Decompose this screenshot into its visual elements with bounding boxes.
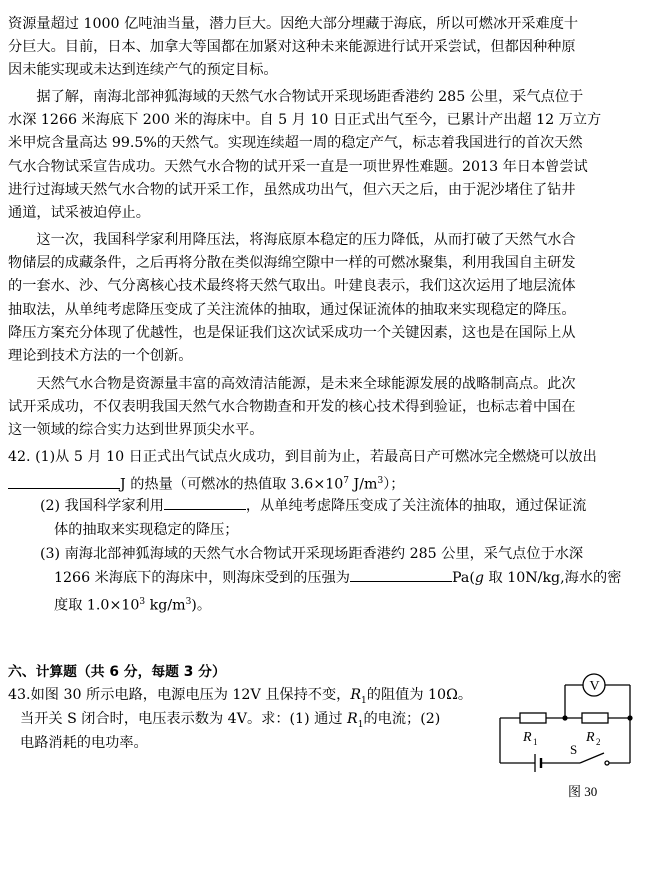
r2-subscript: 2 bbox=[596, 737, 601, 747]
text: ，从单纯考虑降压变成了关注流体的抽取，通过保证流 bbox=[245, 498, 587, 514]
text: )。 bbox=[191, 597, 212, 614]
circuit-diagram bbox=[490, 668, 645, 803]
symbol-g: g bbox=[474, 570, 484, 586]
text-line: 气水合物试采宣告成功。天然气水合物的试开采一直是一项世界性难题。2013 年日本曾尝试 bbox=[8, 158, 588, 175]
subscript: 1 bbox=[357, 719, 364, 730]
text-line: 通道，试采被迫停止。 bbox=[8, 205, 150, 222]
q42-sub3-line1: (3) 南海北部神狐海域的天然气水合物试开采现场距香港约 285 公里，采气点位于水深 bbox=[40, 546, 584, 562]
text-line: 因未能实现或未达到连续产气的预定目标。 bbox=[8, 62, 278, 79]
text: J/m bbox=[349, 476, 378, 493]
text-line: 理论到技术方法的一个创新。 bbox=[8, 348, 193, 365]
text-line: 物储层的成藏条件，之后再将分散在类似海绵空隙中一样的可燃冰聚集，利用我国自主研发 bbox=[8, 255, 576, 272]
passage-paragraph-4 bbox=[8, 373, 648, 443]
text-line: 天然气水合物是资源量丰富的高效清洁能源，是未来全球能源发展的战略制高点。此次 bbox=[8, 376, 576, 392]
text-line: 水深 1266 米海底下 200 米的海床中。自 5 月 10 日正式出气至今，已累计产出超 12 万立方 bbox=[8, 112, 602, 129]
text-line: 的一套水、沙、气分离核心技术最终将天然气取出。叶建良表示，我们这次运用了地层流体 bbox=[8, 278, 576, 295]
superscript: 3 bbox=[139, 597, 146, 607]
text-line: 降压方案充分体现了优越性，也是保证我们这次试采成功一个关键因素，这也是在国际上从 bbox=[8, 324, 576, 341]
symbol-r: R bbox=[350, 687, 362, 703]
text: 度取 1.0×10 bbox=[54, 597, 140, 614]
passage-paragraph-1 bbox=[8, 13, 648, 83]
r2-label: R bbox=[586, 730, 595, 745]
text-line: 这一次，我国科学家利用降压法，将海底原本稳定的压力降低，从而打破了天然气水合 bbox=[8, 232, 576, 248]
q42-line1: 42. (1)从 5 月 10 日正式出气试点火成功，到目前为止，若最高日产可燃冰完全燃烧可以放出 bbox=[8, 449, 597, 465]
text-line: 这一领域的综合实力达到世界顶尖水平。 bbox=[8, 422, 264, 439]
text-line: 资源量超过 1000 亿吨油当量，潜力巨大。因绝大部分埋藏于海底，所以可燃冰开采难度十 bbox=[8, 16, 579, 32]
text-line: 米甲烷含量高达 99.5%的天然气。实现连续超一周的稳定产气，标志着我国进行的首次天然 bbox=[8, 135, 583, 152]
switch-contact bbox=[605, 761, 609, 765]
text: 当开关 S 闭合时，电压表示数为 4V。求：(1) 通过 bbox=[20, 711, 348, 727]
q43-line3: 电路消耗的电功率。 bbox=[20, 735, 148, 751]
resistor-r2-symbol bbox=[582, 713, 608, 723]
text: 取 10N/kg,海水的密 bbox=[484, 570, 622, 586]
answer-blank-2[interactable] bbox=[164, 495, 246, 510]
voltmeter-label: V bbox=[589, 679, 600, 694]
switch-label: S bbox=[570, 742, 578, 757]
text: kg/m bbox=[145, 597, 186, 614]
q42-sub2-line2: 体的抽取来实现稳定的降压； bbox=[54, 522, 239, 538]
answer-blank-1[interactable] bbox=[8, 474, 120, 489]
text: Pa( bbox=[452, 570, 475, 586]
symbol-r: R bbox=[347, 711, 358, 727]
switch-lever bbox=[580, 753, 604, 763]
junction-dot bbox=[562, 715, 567, 720]
subscript: 1 bbox=[361, 695, 367, 706]
q42-sub3-line2 bbox=[54, 567, 621, 590]
passage-paragraph-3 bbox=[8, 229, 648, 368]
text: 1266 米海底下的海床中，则海床受到的压强为 bbox=[54, 570, 350, 586]
text-line: 抽取法，从单纯考虑降压变成了关注流体的抽取，通过保证流体的抽取来实现稳定的降压。 bbox=[8, 301, 576, 318]
q42-sub3-line3 bbox=[54, 591, 211, 618]
superscript: 3 bbox=[377, 476, 384, 486]
r1-subscript: 1 bbox=[533, 737, 538, 747]
resistor-r1-symbol bbox=[520, 713, 546, 723]
q42-line2 bbox=[8, 470, 404, 497]
text: 43.如图 30 所示电路，电源电压为 12V 且保持不变， bbox=[8, 687, 351, 703]
superscript: 3 bbox=[185, 597, 192, 607]
junction-dot bbox=[627, 715, 632, 720]
superscript: 7 bbox=[343, 476, 350, 486]
text: 的电流；(2) bbox=[363, 711, 441, 727]
text-line: 分巨大。目前，日本、加拿大等国都在加紧对这种未来能源进行试开采尝试，但都因种种原 bbox=[8, 39, 576, 56]
text: ）； bbox=[383, 476, 405, 493]
passage-paragraph-2 bbox=[8, 86, 648, 225]
q42-sub2-line1 bbox=[40, 495, 586, 518]
text-line: 试开采成功，不仅表明我国天然气水合物勘查和开发的核心技术得到验证，也标志着中国在 bbox=[8, 399, 576, 416]
text: J 的热量（可燃冰的热值取 3.6×10 bbox=[120, 476, 344, 493]
text-line: 进行过海域天然气水合物的试开采工作，虽然成功出气，但六天之后，由于泥沙堵住了钻井 bbox=[8, 181, 576, 198]
text-line: 据了解，南海北部神狐海域的天然气水合物试开采现场距香港约 285 公里，采气点位于 bbox=[8, 89, 584, 105]
r1-label: R bbox=[523, 730, 532, 745]
section-heading: 六、计算题（共 6 分，每题 3 分） bbox=[8, 664, 226, 680]
figure-caption: 图 30 bbox=[568, 784, 598, 799]
answer-blank-3[interactable] bbox=[350, 567, 452, 582]
text: (2) 我国科学家利用 bbox=[40, 498, 164, 514]
text: 的阻值为 10Ω。 bbox=[366, 687, 473, 703]
